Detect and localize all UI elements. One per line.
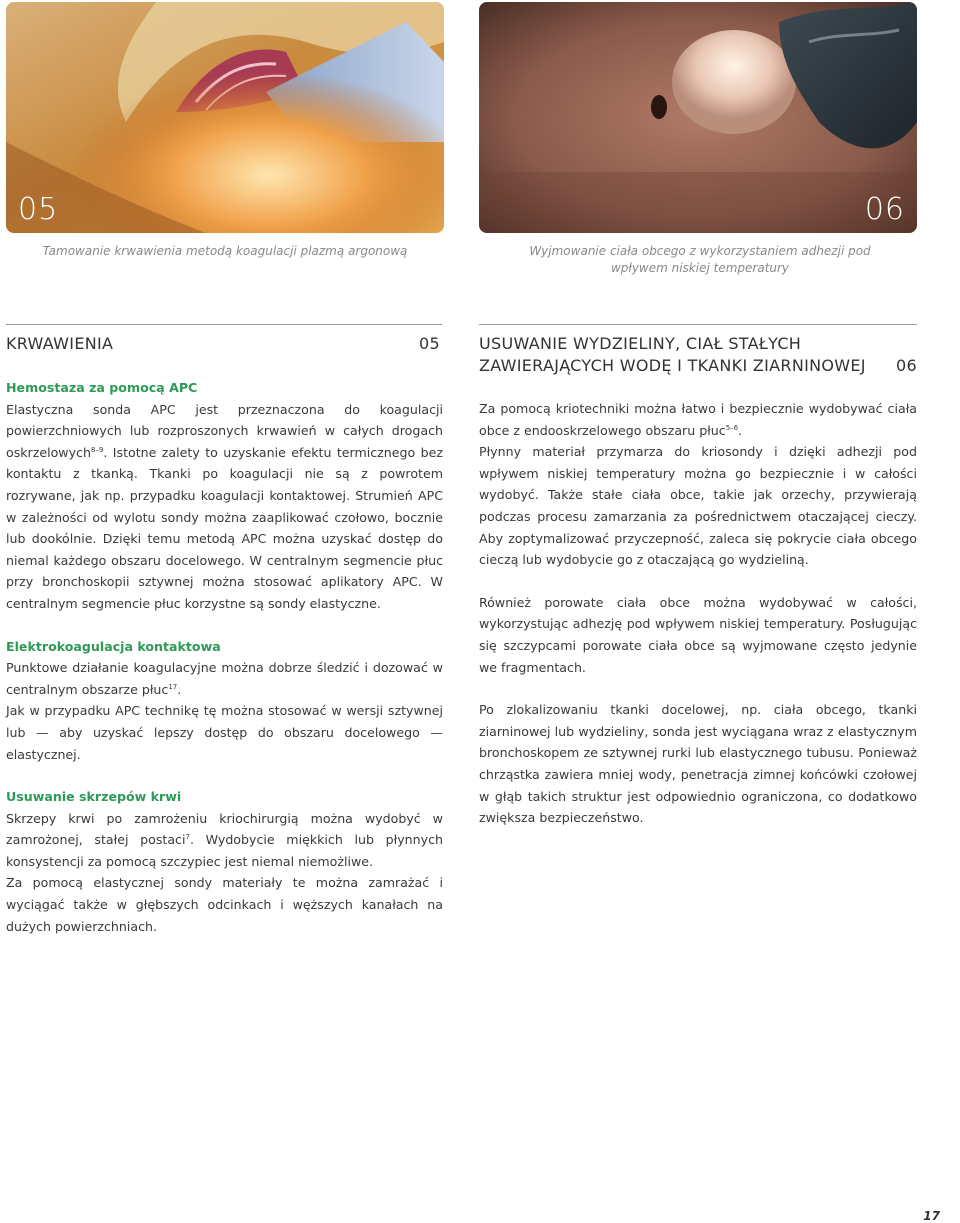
section-title-line1: USUWANIE WYDZIELINY, CIAŁ STAŁYCH [479, 334, 802, 353]
right-column-body [479, 398, 917, 829]
paragraph-text: Za pomocą kriotechniki można łatwo i bezpiecznie wydobywać ciała obce z endooskrzelowego obszaru płuc [479, 401, 917, 438]
footnote-ref: 5–6 [725, 423, 739, 432]
figure-06-caption: Wyjmowanie ciała obcego z wykorzystaniem adhezji pod wpływem niskiej temperatury [529, 244, 871, 275]
paragraph [6, 700, 443, 765]
figure-number: 06 [864, 192, 905, 227]
paragraph-text: Również porowate ciała obce można wydobywać w całości, wykorzystując adhezję pod wpływem niskiej temperatury. Posługując się szczypcami porowate ciała obce są wyjmowane często jedynie we fragmentach. [479, 594, 917, 675]
paragraph [6, 808, 443, 873]
paragraph-text: Płynny materiał przymarza do kriosondy i dzięki adhezji pod wpływem niskiej temperatury można go bezpiecznie i w całości wydobyć. Także stałe ciała obce, takie jak orzechy, przywierają podczas procesu zamarzania za pośrednictwem otaczającej cieczy. Aby zoptymalizować przyczepność, zaleca się pokrycie ciała obcego cieczą lub wydobycie go z otaczającą go wydzieliną. [479, 444, 917, 568]
section-divider [6, 324, 442, 325]
paragraph-text: Po zlokalizowaniu tkanki docelowej, np. ciała obcego, tkanki ziarninowej lub wydzieliny, sonda jest wyciągana wraz z elastycznym bronchoskopem ze sztywnej rurki lub elastycznego tubusu. Ponieważ chrząstka zawiera mniej wody, penetracja zimnej końcówki czołowej w głąb takich struktur jest odpowiednio ograniczona, co dodatkowo zwiększa bezpieczeństwo. [479, 702, 917, 826]
section-number: 06 [896, 356, 917, 375]
paragraph-text: Jak w przypadku APC technikę tę można stosować w wersji sztywnej lub — aby uzyskać lepszy dostęp do obszaru docelowego — elastycznej. [6, 703, 443, 762]
paragraph-text: Za pomocą elastycznej sondy materiały te można zamrażać i wyciągać także w głębszych odcinkach i węższych kanałach na dużych powierzchniach. [6, 875, 443, 934]
paragraph [479, 441, 917, 571]
cryo-extraction-image [479, 2, 917, 233]
paragraph-text: . [738, 422, 743, 438]
subsection-heading: Usuwanie skrzepów krwi [6, 789, 182, 805]
paragraph-text: . Istotne zalety to uzyskanie efektu termicznego bez kontaktu z tkanką. Tkanki po koagulacji nie są z powrotem rozrywane, jak np. przypadku koagulacji kontaktowej. Strumień APC w zależności od wylotu sondy można zaaplikować czołowo, bocznie lub dookólnie. Dzięki temu metodą APC można uzyskać dostęp do niemal każdego obszaru docelowego. W centralnym segmencie płuc przy bronchoskopii sztywnej można stosować aplikatory APC. W centralnym segmencie płuc korzystne są sondy elastyczne. [6, 444, 443, 611]
paragraph [479, 592, 917, 678]
paragraph [479, 699, 917, 829]
subsection-heading: Elektrokoagulacja kontaktowa [6, 638, 221, 654]
left-column-body [6, 377, 443, 937]
paragraph [479, 398, 917, 441]
subsection-heading: Hemostaza za pomocą APC [6, 380, 198, 395]
figure-06-photo [479, 2, 917, 233]
paragraph [6, 657, 443, 700]
section-number: 05 [419, 334, 440, 353]
paragraph-text: Skrzepy krwi po zamrożeniu kriochirurgią można wydobyć w zamrożonej, stałej postaci [6, 810, 443, 848]
paragraph-text: Punktowe działanie koagulacyjne można dobrze śledzić i dozować w centralnym obszarze płuc [6, 660, 443, 697]
paragraph-text: . Wydobycie miękkich lub płynnych konsystencji za pomocą szczypiec jest niemal niemożliwe. [6, 832, 443, 869]
footnote-ref: 17 [168, 682, 178, 691]
section-divider [479, 324, 917, 325]
footnote-ref: 7 [185, 833, 190, 842]
section-title: KRWAWIENIA [6, 334, 114, 353]
figure-number: 05 [18, 192, 59, 227]
section-title-line2: ZAWIERAJĄCYCH WODĘ I TKANKI ZIARNINOWEJ [479, 356, 866, 375]
paragraph-text: Elastyczna sonda APC jest przeznaczona do koagulacji powierzchniowych lub rozproszonych krwawień w całych drogach oskrzelowych [6, 401, 443, 460]
apc-coagulation-image [6, 2, 444, 233]
paragraph-text: . [177, 681, 182, 697]
paragraph [6, 872, 443, 937]
page-number: 17 [923, 1209, 940, 1223]
footnote-ref: 8–9 [90, 445, 104, 454]
figure-05-caption: Tamowanie krwawienia metodą koagulacji plazmą argonową [42, 244, 408, 258]
figure-05-photo [6, 2, 444, 233]
paragraph [6, 399, 443, 615]
